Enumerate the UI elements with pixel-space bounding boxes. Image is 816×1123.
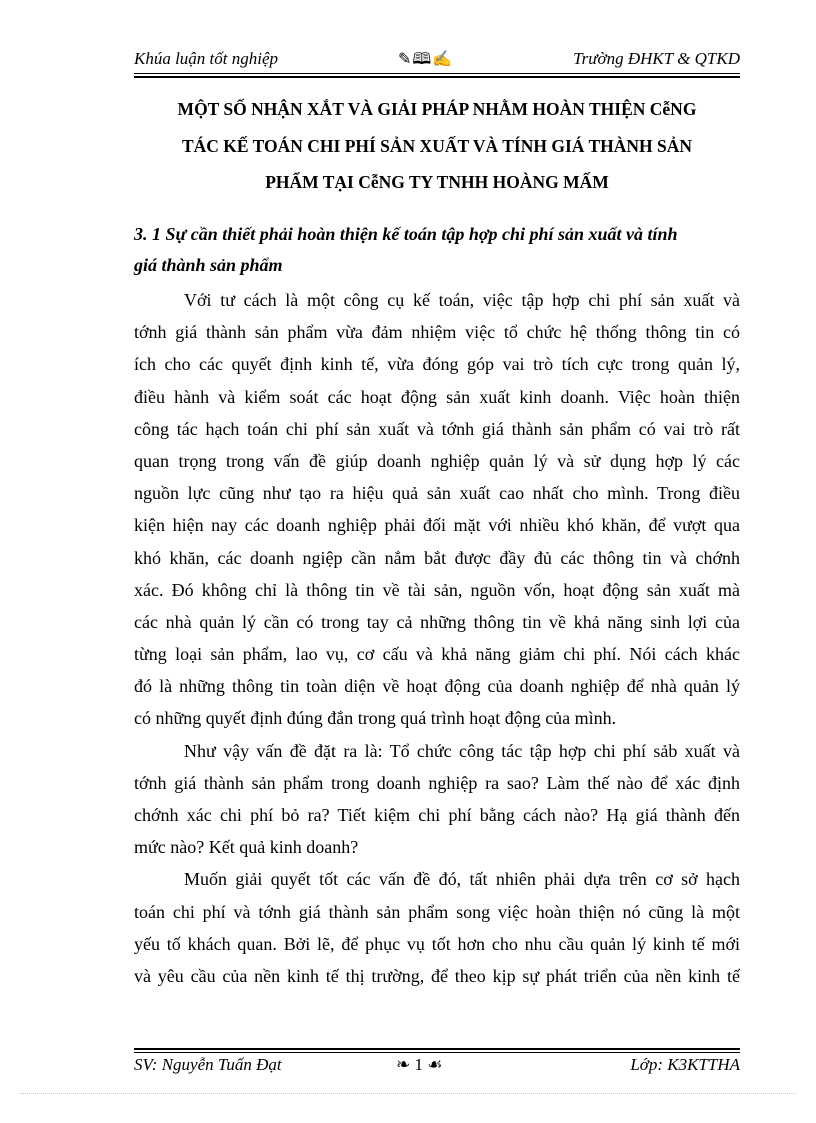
footer-student-name: SV: Nguyễn Tuấn Đạt: [134, 1055, 282, 1074]
paragraph-line: đó là những thông tin toàn diện về hoạt động của doanh nghiệp để nhà quản lý: [134, 676, 740, 697]
header-ornament: ✎🕮✍: [398, 51, 454, 68]
paragraph-line: Với tư cách là một công cụ kế toán, việc tập hợp chi phí sản xuất và: [184, 290, 740, 310]
paragraph-line: các nhà quản lý cần có trong tay cả những thông tin về khả năng sinh lợi của: [134, 611, 740, 632]
paragraph-line: tớnh giá thành sản phẩm vừa đảm nhiệm việc tổ chức hệ thống thông tin có: [134, 322, 740, 343]
paragraph-line: chớnh xác chi phí bỏ ra? Tiết kiệm chi phí bằng cách nào? Hạ giá thành đến: [134, 805, 740, 825]
section-heading: [134, 219, 744, 281]
paragraph-line: kiện hiện nay các doanh nghiệp phải đối mặt với nhiều khó khăn, để vượt qua: [134, 515, 740, 536]
body-text: [134, 284, 740, 992]
paragraph-line: xác. Đó không chỉ là thông tin về tài sản, nguồn vốn, hoạt động sản xuất mà: [134, 579, 740, 600]
paragraph-line: từng loại sản phẩm, lao vụ, cơ cấu và khả năng giảm chi phí. Nói cách khác: [134, 644, 740, 665]
header-thesis-label: Khúa luận tốt nghiệp: [134, 49, 279, 68]
chapter-title: [134, 91, 740, 201]
header-rule-thick: [134, 76, 740, 78]
paragraph-line: yếu tố khách quan. Bởi lẽ, để phục vụ tốt hơn cho nhu cầu quản lý kinh tế mới: [134, 933, 740, 954]
footer-page-number: [396, 1055, 443, 1075]
paragraph-line: Như vậy vấn đề đặt ra là: Tổ chức công tác tập hợp chi phí sảb xuất và: [184, 740, 740, 761]
footer-class-code: Lớp: K3KTTHA: [630, 1055, 740, 1074]
paragraph-line: quan trọng trong vấn đề giúp doanh nghiệp quản lý và sử dụng hợp lý các: [134, 450, 740, 471]
section-heading-line: giá thành sản phẩm: [134, 255, 283, 275]
page-number: 1: [414, 1055, 423, 1074]
paragraph-line: nguồn lực cũng như tạo ra hiệu quả sản xuất cao nhất cho mình. Trong điều: [134, 483, 740, 504]
paragraph-line: toán chi phí và tớnh giá thành sản phẩm song việc hoàn thiện nó cũng là một: [134, 901, 740, 922]
chapter-title-line: TÁC KẾ TOÁN CHI PHÍ SẢN XUẤT VÀ TÍNH GIÁ THÀNH SẢN: [181, 135, 693, 156]
chapter-title-line: MỘT SỐ NHẬN XẮT VÀ GIẢI PHÁP NHẰM HOÀN THIỆN CễNG: [177, 99, 697, 119]
ornament-right-icon: ☙: [423, 1055, 443, 1074]
footer-rule-thick: [134, 1048, 740, 1050]
paragraph-line: ích cho các quyết định kinh tế, vừa đóng góp vai trò tích cực trong quản lý,: [134, 354, 740, 375]
paragraph-line: công tác hạch toán chi phí sản xuất và tớnh giá thành sản phẩm có vai trò rất: [134, 418, 740, 439]
paragraph-line: tớnh giá thành sản phẩm trong doanh nghiệp ra sao? Làm thế nào để xác định: [134, 772, 740, 793]
header-rule-thin: [134, 73, 740, 74]
footer-rule-thin: [134, 1052, 740, 1053]
page-bottom-dotted-rule: [20, 1093, 796, 1094]
paragraph-line: và yêu cầu của nền kinh tế thị trường, để theo kịp sự phát triển của nền kinh tế: [134, 965, 740, 986]
page-header: [134, 47, 740, 73]
paragraph-line: Muốn giải quyết tốt các vấn đề đó, tất nhiên phải dựa trên cơ sở hạch: [184, 869, 740, 890]
page-footer: [134, 1055, 740, 1079]
section-heading-line: 3. 1 Sự cần thiết phải hoàn thiện kế toán tập hợp chi phí sản xuất và tính: [134, 224, 678, 244]
chapter-title-line: PHẨM TẠI CễNG TY TNHH HOÀNG MẤM: [265, 172, 609, 192]
paragraph-line: điều hành và kiểm soát các hoạt động sản xuất kinh doanh. Việc hoàn thiện: [134, 386, 740, 407]
header-school-name: Trường ĐHKT & QTKD: [573, 49, 740, 68]
paragraph-line: có những quyết định đúng đắn trong quá trình hoạt động của mình.: [134, 708, 617, 729]
paragraph-line: khó khăn, các doanh ngiệp cần nắm bắt được đầy đủ các thông tin và chớnh: [134, 547, 740, 568]
ornament-left-icon: ❧: [396, 1055, 415, 1074]
paragraph-line: mức nào? Kết quả kinh doanh?: [134, 837, 359, 858]
